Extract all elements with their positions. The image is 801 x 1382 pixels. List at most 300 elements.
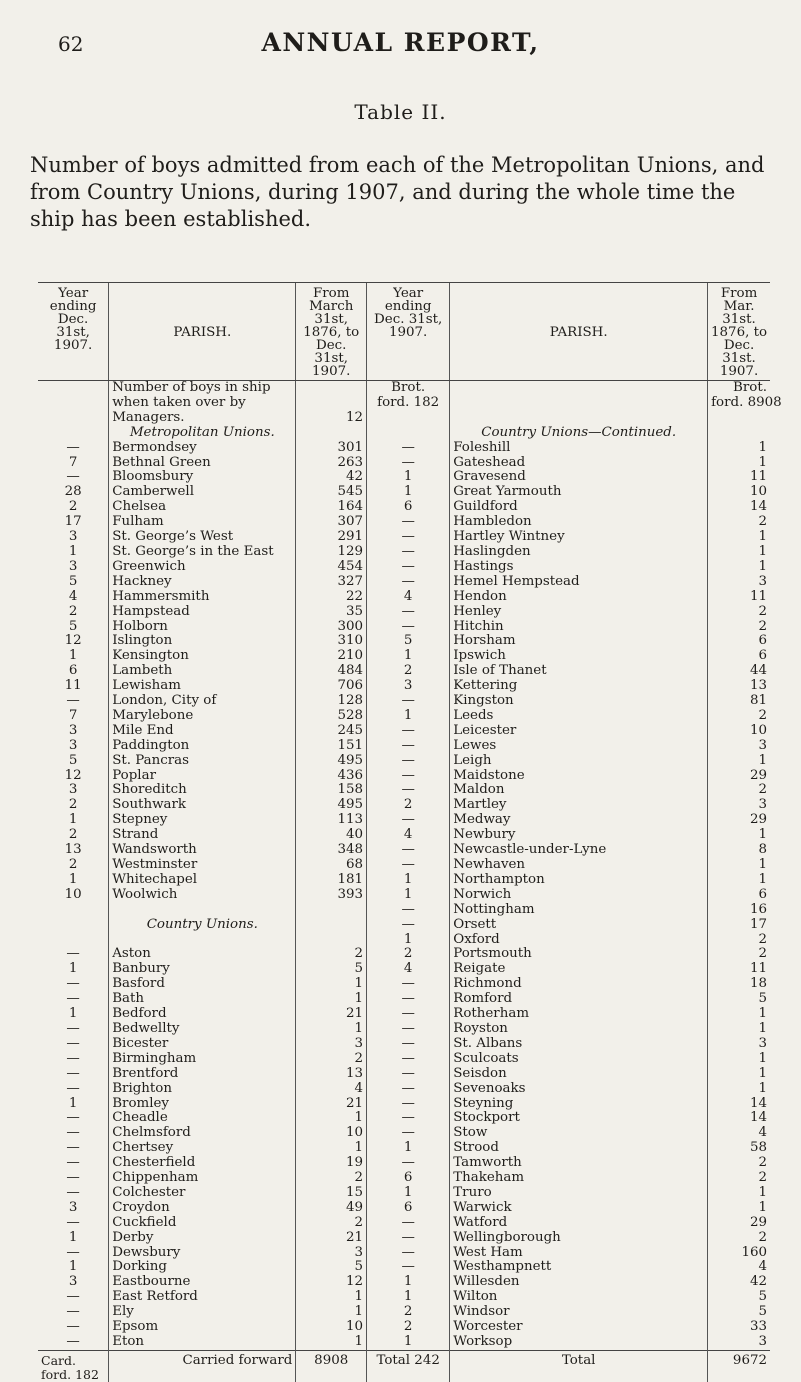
cell-total-a: 706 (296, 679, 367, 694)
cell-parish-a: Hampstead (109, 605, 296, 620)
cell-parish-a: Dorking (109, 1260, 296, 1275)
table-row (38, 739, 770, 754)
cell-year-count-a: — (66, 1304, 80, 1320)
table-row (38, 441, 770, 456)
cell-year-count-b: 4 (367, 962, 450, 977)
cell-total-a: 19 (296, 1156, 367, 1171)
cell-year-count-b: 1 (367, 485, 450, 500)
cell-total-b: 3 (708, 1037, 770, 1052)
cell-total-b: 18 (708, 977, 770, 992)
cell-parish-b: Romford (450, 992, 708, 1007)
cell-year-count-a: 2 (68, 827, 78, 843)
cell-total-b: 17 (708, 918, 770, 933)
cell-parish-b: Country Unions—Continued. (450, 426, 708, 441)
cell-parish-b: Henley (450, 605, 708, 620)
cell-total-a: 495 (296, 754, 367, 769)
cell-year-count-a: 1 (68, 1259, 78, 1275)
cell-parish-a: Marylebone (109, 709, 296, 724)
cell-parish-b: Newcastle-under-Lyne (450, 843, 708, 858)
cell-parish-a: Cuckfield (109, 1216, 296, 1231)
footer-total-b: Total 242 (367, 1350, 450, 1382)
cell-year-count-a: — (66, 1319, 80, 1335)
col-parish-b: PARISH. (450, 283, 708, 381)
cell-year-count-b: ford. 182 (367, 396, 450, 411)
cell-total-b: 1 (708, 530, 770, 545)
table-row (38, 828, 770, 843)
cell-year-count-b: — (367, 530, 450, 545)
cell-year-count-a: 1 (68, 1095, 78, 1111)
cell-parish-b (450, 396, 708, 411)
cell-parish-b: Watford (450, 1216, 708, 1231)
cell-parish-a: Bermondsey (109, 441, 296, 456)
cell-total-a (296, 381, 367, 396)
cell-total-b: 4 (708, 1126, 770, 1141)
col-year-a: Year ending Dec. 31st, 1907. (38, 283, 109, 381)
cell-total-a: 113 (296, 813, 367, 828)
cell-year-count-a: — (66, 946, 80, 962)
table-row (38, 590, 770, 605)
cell-year-count-b: — (367, 620, 450, 635)
cell-total-b: 4 (708, 1260, 770, 1275)
table-row (38, 1186, 770, 1201)
cell-parish-a: London, City of (109, 694, 296, 709)
table-row (38, 1097, 770, 1112)
cell-year-count-b: — (367, 1126, 450, 1141)
cell-total-b: 14 (708, 1111, 770, 1126)
cell-parish-b: Strood (450, 1141, 708, 1156)
table-row (38, 873, 770, 888)
cell-parish-a: Managers. (109, 411, 296, 426)
cell-total-b: 3 (708, 575, 770, 590)
table-row (38, 679, 770, 694)
cell-year-count-b: — (367, 918, 450, 933)
cell-year-count-b: — (367, 575, 450, 590)
cell-year-count-a: — (66, 1050, 80, 1066)
cell-year-count-b: 2 (367, 798, 450, 813)
cell-total-b: 16 (708, 903, 770, 918)
cell-total-b: 29 (708, 813, 770, 828)
cell-parish-b: Willesden (450, 1275, 708, 1290)
cell-year-count-b: — (367, 1111, 450, 1126)
cell-total-b: 44 (708, 664, 770, 679)
cell-parish-b: Wellingborough (450, 1231, 708, 1246)
cell-total-a: 1 (296, 977, 367, 992)
cell-total-b: 2 (708, 709, 770, 724)
cell-total-a (296, 396, 367, 411)
cell-year-count-b: 6 (367, 1171, 450, 1186)
cell-parish-a: Epsom (109, 1320, 296, 1335)
cell-total-b: 1 (708, 441, 770, 456)
cell-total-a: 1 (296, 1290, 367, 1305)
table-row (38, 485, 770, 500)
cell-total-a: 454 (296, 560, 367, 575)
cell-year-count-a: 1 (68, 1229, 78, 1245)
cell-parish-a: Southwark (109, 798, 296, 813)
table-row (38, 694, 770, 709)
cell-year-count-b: — (367, 739, 450, 754)
cell-total-b: 58 (708, 1141, 770, 1156)
col-from-b: From Mar. 31st. 1876, to Dec. 31st. 1907. (708, 283, 770, 381)
cell-year-count-a: 13 (64, 842, 82, 858)
cell-year-count-b: 5 (367, 634, 450, 649)
table-row (38, 1156, 770, 1171)
cell-year-count-b: 4 (367, 590, 450, 605)
cell-parish-b: Hemel Hempstead (450, 575, 708, 590)
cell-year-count-a: 2 (68, 797, 78, 813)
cell-year-count-a: — (66, 693, 80, 709)
cell-total-a: 3 (296, 1037, 367, 1052)
cell-parish-a: Bethnal Green (109, 456, 296, 471)
cell-year-count-a: 4 (68, 588, 78, 604)
table-row (38, 1275, 770, 1290)
cell-parish-a: Bedwellty (109, 1022, 296, 1037)
cell-total-a: 181 (296, 873, 367, 888)
cell-parish-b: Northampton (450, 873, 708, 888)
cell-parish-a: Ely (109, 1305, 296, 1320)
cell-total-a: 68 (296, 858, 367, 873)
cell-total-b: 6 (708, 634, 770, 649)
cell-year-count-a: — (66, 1125, 80, 1141)
cell-total-b: 11 (708, 590, 770, 605)
cell-year-count-b: 1 (367, 1186, 450, 1201)
cell-year-count-a: — (66, 1110, 80, 1126)
cell-parish-a: Kensington (109, 649, 296, 664)
table-row (38, 1171, 770, 1186)
cell-parish-a: Birmingham (109, 1052, 296, 1067)
table-row (38, 1246, 770, 1261)
cell-parish-a: Whitechapel (109, 873, 296, 888)
cell-year-count-a: 5 (68, 573, 78, 589)
cell-parish-b: Stockport (450, 1111, 708, 1126)
cell-year-count-b: 2 (367, 664, 450, 679)
cell-total-b: 29 (708, 769, 770, 784)
cell-total-a: 327 (296, 575, 367, 590)
cell-total-a: 393 (296, 888, 367, 903)
cell-total-b: 5 (708, 992, 770, 1007)
cell-year-count-a: 10 (64, 886, 82, 902)
cell-total-a: 528 (296, 709, 367, 724)
cell-year-count-b: — (367, 1246, 450, 1261)
cell-year-count-b (367, 426, 450, 441)
cell-parish-a: Chippenham (109, 1171, 296, 1186)
cell-year-count-a: — (66, 1155, 80, 1171)
table-row (38, 798, 770, 813)
cell-parish-a: when taken over by (109, 396, 296, 411)
cell-total-a: 2 (296, 1052, 367, 1067)
cell-year-count-a: 7 (68, 454, 78, 470)
cell-total-b: 1 (708, 828, 770, 843)
cell-total-a: 263 (296, 456, 367, 471)
cell-total-a: 307 (296, 515, 367, 530)
cell-total-a: 300 (296, 620, 367, 635)
cell-total-a: 1 (296, 1022, 367, 1037)
table-row (38, 605, 770, 620)
table-row (38, 977, 770, 992)
cell-year-count-a: 12 (64, 767, 82, 783)
cell-year-count-b: 6 (367, 500, 450, 515)
cell-year-count-b: 2 (367, 1320, 450, 1335)
cell-parish-b: Leigh (450, 754, 708, 769)
cell-year-count-b: — (367, 903, 450, 918)
cell-parish-b: Gravesend (450, 470, 708, 485)
table-row (38, 858, 770, 873)
cell-total-b: 11 (708, 470, 770, 485)
cell-total-b: 5 (708, 1290, 770, 1305)
cell-parish-b: Truro (450, 1186, 708, 1201)
cell-total-a: 210 (296, 649, 367, 664)
cell-parish-a: Stepney (109, 813, 296, 828)
cell-parish-b: Medway (450, 813, 708, 828)
cell-year-count-a (38, 933, 109, 948)
cell-parish-a: Eton (109, 1335, 296, 1350)
cell-year-count-a: 5 (68, 618, 78, 634)
cell-total-a: 5 (296, 962, 367, 977)
cell-total-a: 3 (296, 1246, 367, 1261)
cell-total-a: 12 (296, 1275, 367, 1290)
cell-total-b: 13 (708, 679, 770, 694)
table-row (38, 1126, 770, 1141)
cell-parish-a: Islington (109, 634, 296, 649)
cell-year-count-a: — (66, 1035, 80, 1051)
page-number: 62 (58, 32, 84, 56)
cell-year-count-a: 2 (68, 603, 78, 619)
cell-total-b: 8 (708, 843, 770, 858)
cell-year-count-b: 1 (367, 888, 450, 903)
table-row (38, 724, 770, 739)
cell-total-b: 14 (708, 1097, 770, 1112)
cell-parish-a: Holborn (109, 620, 296, 635)
cell-parish-a: Hammersmith (109, 590, 296, 605)
cell-parish-b: Foleshill (450, 441, 708, 456)
cell-parish-a: Aston (109, 947, 296, 962)
cell-parish-b: Worksop (450, 1335, 708, 1350)
cell-parish-b: Nottingham (450, 903, 708, 918)
cell-year-count-a: 28 (64, 484, 82, 500)
cell-parish-a: Greenwich (109, 560, 296, 575)
cell-year-count-a: — (66, 1184, 80, 1200)
cell-total-b: 1 (708, 1082, 770, 1097)
cell-parish-a: Colchester (109, 1186, 296, 1201)
cell-year-count-a: 7 (68, 707, 78, 723)
cell-parish-a: Mile End (109, 724, 296, 739)
cell-year-count-b: 6 (367, 1201, 450, 1216)
cell-year-count-a (38, 426, 109, 441)
table-row (38, 754, 770, 769)
cell-total-b: 2 (708, 1231, 770, 1246)
cell-total-a: 1 (296, 1305, 367, 1320)
cell-year-count-a: 5 (68, 752, 78, 768)
cell-parish-b: Newhaven (450, 858, 708, 873)
table-row (38, 1141, 770, 1156)
table-row (38, 1082, 770, 1097)
cell-total-b: 1 (708, 858, 770, 873)
cell-total-a: 1 (296, 992, 367, 1007)
table-row (38, 515, 770, 530)
cell-year-count-a (38, 381, 109, 396)
cell-year-count-b: 1 (367, 933, 450, 948)
cell-parish-b: Kingston (450, 694, 708, 709)
cell-total-a: 545 (296, 485, 367, 500)
table-row (38, 1022, 770, 1037)
cell-year-count-b: — (367, 1052, 450, 1067)
footer-total-value: 9672 (708, 1350, 770, 1382)
cell-parish-b: Thakeham (450, 1171, 708, 1186)
table-row (38, 426, 770, 441)
cell-total-a: 436 (296, 769, 367, 784)
report-title: ANNUAL REPORT, (261, 28, 540, 57)
cell-parish-b: Haslingden (450, 545, 708, 560)
cell-parish-b: Stow (450, 1126, 708, 1141)
cell-year-count-b: 1 (367, 1141, 450, 1156)
cell-total-a: 1 (296, 1111, 367, 1126)
table-row (38, 1052, 770, 1067)
cell-year-count-a: 11 (64, 678, 82, 694)
cell-total-b: 1 (708, 1186, 770, 1201)
table-row (38, 664, 770, 679)
cell-parish-b: Sculcoats (450, 1052, 708, 1067)
table-row (38, 560, 770, 575)
cell-total-a: 4 (296, 1082, 367, 1097)
cell-parish-b: Hambledon (450, 515, 708, 530)
cell-total-b: 1 (708, 873, 770, 888)
cell-total-b: ford. 8908 (708, 396, 770, 411)
cell-year-count-a (38, 396, 109, 411)
cell-parish-b: Lewes (450, 739, 708, 754)
cell-parish-a: Camberwell (109, 485, 296, 500)
cell-year-count-b: 4 (367, 828, 450, 843)
cell-parish-a: Bloomsbury (109, 470, 296, 485)
cell-parish-a (109, 933, 296, 948)
cell-year-count-a: 2 (68, 499, 78, 515)
cell-parish-a: Brentford (109, 1067, 296, 1082)
cell-parish-b: Reigate (450, 962, 708, 977)
table-row (38, 1067, 770, 1082)
cell-year-count-b: — (367, 1022, 450, 1037)
table-row (38, 888, 770, 903)
table-row (38, 1320, 770, 1335)
cell-total-b: 2 (708, 783, 770, 798)
cell-parish-b: Steyning (450, 1097, 708, 1112)
cell-year-count-a: 3 (68, 558, 78, 574)
cell-total-a (296, 933, 367, 948)
table-row (38, 545, 770, 560)
cell-parish-a: Basford (109, 977, 296, 992)
cell-parish-b: Norwich (450, 888, 708, 903)
table-row (38, 470, 770, 485)
cell-total-b: 6 (708, 649, 770, 664)
cell-year-count-b: — (367, 1067, 450, 1082)
cell-year-count-a: 6 (68, 663, 78, 679)
cell-total-b: 1 (708, 1067, 770, 1082)
cell-year-count-a (38, 918, 109, 933)
cell-parish-b: Portsmouth (450, 947, 708, 962)
cell-year-count-b: 1 (367, 1335, 450, 1350)
cell-parish-a: Bedford (109, 1007, 296, 1022)
table-description: Number of boys admitted from each of the Metropolitan Unions, and from Country Unions, during 1907, and during the whole time the ship has been established. (30, 153, 765, 231)
table-row (38, 1007, 770, 1022)
cell-parish-b: Martley (450, 798, 708, 813)
cell-parish-b: Tamworth (450, 1156, 708, 1171)
cell-parish-a: Eastbourne (109, 1275, 296, 1290)
cell-year-count-a: — (66, 1334, 80, 1349)
cell-year-count-b: 1 (367, 709, 450, 724)
cell-total-b: 6 (708, 888, 770, 903)
cell-year-count-a: 1 (68, 871, 78, 887)
cell-total-b: 160 (708, 1246, 770, 1261)
cell-year-count-a: — (66, 1020, 80, 1036)
cell-parish-a: Chelmsford (109, 1126, 296, 1141)
cell-year-count-b: — (367, 1082, 450, 1097)
table-row (38, 1037, 770, 1052)
cell-parish-a: Dewsbury (109, 1246, 296, 1261)
cell-year-count-b: — (367, 858, 450, 873)
cell-parish-b: Warwick (450, 1201, 708, 1216)
cell-total-a: 291 (296, 530, 367, 545)
cell-total-a: 42 (296, 470, 367, 485)
cell-total-b: 81 (708, 694, 770, 709)
table-row (38, 530, 770, 545)
cell-total-a: 2 (296, 1216, 367, 1231)
cell-year-count-a: 2 (68, 857, 78, 872)
cell-parish-b: Maldon (450, 783, 708, 798)
cell-year-count-b: — (367, 769, 450, 784)
cell-total-a: 484 (296, 664, 367, 679)
cell-year-count-a: 17 (64, 514, 82, 530)
cell-year-count-a: — (66, 1065, 80, 1081)
cell-total-a (296, 426, 367, 441)
cell-year-count-b: 1 (367, 873, 450, 888)
cell-parish-b: Leeds (450, 709, 708, 724)
cell-year-count-b: — (367, 977, 450, 992)
cell-parish-b: Orsett (450, 918, 708, 933)
cell-parish-b: Isle of Thanet (450, 664, 708, 679)
table-row (38, 381, 770, 396)
cell-year-count-a: — (66, 439, 80, 455)
cell-parish-b: Oxford (450, 933, 708, 948)
col-year-b: Year ending Dec. 31st, 1907. (367, 283, 450, 381)
table-body (38, 380, 782, 1351)
cell-total-a (296, 918, 367, 933)
cell-parish-b: Sevenoaks (450, 1082, 708, 1097)
table-row (38, 620, 770, 635)
cell-year-count-b: — (367, 441, 450, 456)
cell-parish-a: Shoreditch (109, 783, 296, 798)
table-row (38, 843, 770, 858)
cell-total-b: 1 (708, 1022, 770, 1037)
cell-parish-a: St. Pancras (109, 754, 296, 769)
cell-parish-a: Poplar (109, 769, 296, 784)
cell-parish-b: Hartley Wintney (450, 530, 708, 545)
cell-year-count-a: 3 (68, 1274, 78, 1290)
cell-total-b: 2 (708, 1156, 770, 1171)
cell-total-a: 495 (296, 798, 367, 813)
cell-total-b: 3 (708, 739, 770, 754)
cell-parish-b (450, 411, 708, 426)
cell-total-b (708, 426, 770, 441)
table-row (38, 411, 770, 426)
footer-total-label: Total (450, 1350, 708, 1382)
cell-year-count-b: 1 (367, 470, 450, 485)
cell-parish-b: Westhampnett (450, 1260, 708, 1275)
cell-parish-a: Brighton (109, 1082, 296, 1097)
table-row (38, 769, 770, 784)
cell-parish-a: Chesterfield (109, 1156, 296, 1171)
cell-total-b: 1 (708, 1201, 770, 1216)
cell-year-count-a: — (66, 1244, 80, 1260)
table-row (38, 813, 770, 828)
table-row (38, 396, 770, 411)
cell-year-count-a: 1 (68, 1006, 78, 1022)
